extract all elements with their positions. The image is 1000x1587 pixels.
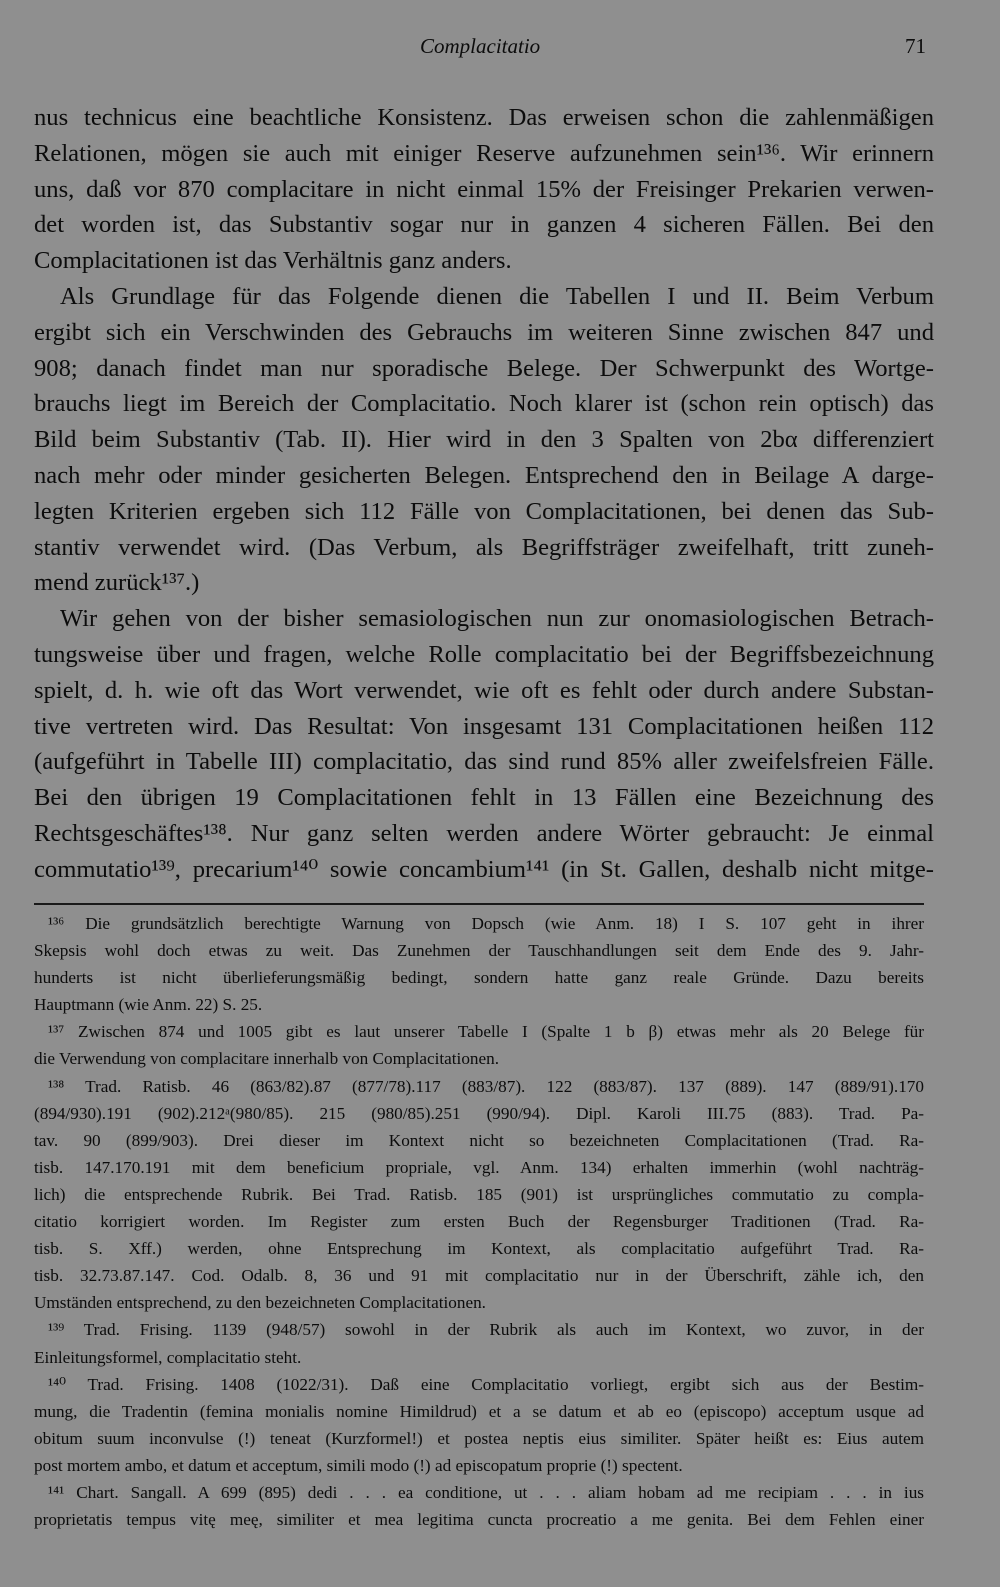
- body-line: mend zurück¹³⁷.): [34, 569, 200, 597]
- footnote-line: lich) die entsprechende Rubrik. Bei Trad. Ratisb. 185 (901) ist ursprüngliches commutatio zu compla-: [34, 1184, 924, 1204]
- body-line: stantiv verwendet wird. (Das Verbum, als Begriffsträger zweifelhaft, tritt zuneh-: [34, 533, 934, 561]
- footnote-line: tisb. 32.73.87.147. Cod. Odalb. 8, 36 und 91 mit complacitatio nur in der Überschrift, zähle ich, den: [34, 1266, 924, 1286]
- body-line: Rechtsgeschäftes¹³⁸. Nur ganz selten werden andere Wörter gebraucht: Je einmal: [34, 819, 934, 847]
- footnote-line: ¹³⁹ Trad. Frising. 1139 (948/57) sowohl in der Rubrik als auch im Kontext, wo zuvor, in der: [48, 1320, 924, 1340]
- body-line: legten Kriterien ergeben sich 112 Fälle von Complacitationen, bei denen das Sub-: [34, 497, 934, 525]
- body-line: Wir gehen von der bisher semasiologischen nun zur onomasiologischen Betrach-: [60, 605, 934, 633]
- body-line: commutatio¹³⁹, precarium¹⁴⁰ sowie concambium¹⁴¹ (in St. Gallen, deshalb nicht mitge-: [34, 855, 934, 883]
- footnote-line: citatio korrigiert worden. Im Register zum ersten Buch der Regensburger Traditionen (Trad. Ra-: [34, 1212, 924, 1232]
- body-line: ergibt sich ein Verschwinden des Gebrauchs im weiteren Sinne zwischen 847 und: [34, 318, 934, 346]
- footnote-line: Hauptmann (wie Anm. 22) S. 25.: [34, 995, 263, 1015]
- footnote-line: tisb. S. Xff.) werden, ohne Entsprechung im Kontext, als complacitatio aufgeführt Trad. Ra-: [34, 1239, 924, 1259]
- body-line: uns, daß vor 870 complacitare in nicht einmal 15% der Freisinger Prekarien verwen-: [34, 175, 934, 203]
- body-line: (aufgeführt in Tabelle III) complacitatio, das sind rund 85% aller zweifelsfreien Fälle.: [34, 748, 934, 776]
- footnote-line: ¹³⁸ Trad. Ratisb. 46 (863/82).87 (877/78).117 (883/87). 122 (883/87). 137 (889). 147 (889/91).170: [48, 1076, 924, 1096]
- footnote-line: (894/930).191 (902).212ᵃ(980/85). 215 (980/85).251 (990/94). Dipl. Karoli III.75 (883). Trad. Pa-: [34, 1103, 924, 1123]
- footnote-line: mung, die Tradentin (femina monialis nomine Himildrud) et a se datum et ab eo (episcopo) acceptum usque ad: [34, 1401, 924, 1421]
- footnote-line: proprietatis tempus vitę meę, similiter et mea legitima cuncta procreatio a me genita. Bei dem Fehlen einer: [34, 1510, 924, 1530]
- body-line: Relationen, mögen sie auch mit einiger Reserve aufzunehmen sein¹³⁶. Wir erinnern: [34, 139, 934, 167]
- footnote-line: Einleitungsformel, complacitatio steht.: [34, 1347, 302, 1367]
- body-line: spielt, d. h. wie oft das Wort verwendet, wie oft es fehlt oder durch andere Substan-: [34, 676, 934, 704]
- body-line: Als Grundlage für das Folgende dienen die Tabellen I und II. Beim Verbum: [60, 282, 934, 310]
- footnote-line: obitum suum inconvulse (!) teneat (Kurzformel!) et postea neptis eius similiter. Später heißt es: Eius autem: [34, 1428, 924, 1448]
- footnote-line: ¹⁴¹ Chart. Sangall. A 699 (895) dedi . . . ea conditione, ut . . . aliam hobam ad me recipiam . . . in ius: [48, 1482, 924, 1502]
- body-line: nus technicus eine beachtliche Konsistenz. Das erweisen schon die zahlenmäßigen: [34, 104, 934, 131]
- running-header: [0, 34, 1000, 66]
- footnote-line: ¹⁴⁰ Trad. Frising. 1408 (1022/31). Daß eine Complacitatio vorliegt, ergibt sich aus der Bestim-: [48, 1374, 924, 1394]
- body-text: [34, 100, 934, 888]
- footnote-line: tisb. 147.170.191 mit dem beneficium propriale, vgl. Anm. 134) erhalten immerhin (wohl nachträg-: [34, 1157, 924, 1177]
- footnote-line: ¹³⁶ Die grundsätzlich berechtigte Warnung von Dopsch (wie Anm. 18) I S. 107 geht in ihrer: [48, 914, 924, 933]
- footnotes: [34, 910, 924, 1533]
- footnote-line: Umständen entsprechend, zu den bezeichneten Complacitationen.: [34, 1293, 486, 1313]
- footnote-line: ¹³⁷ Zwischen 874 und 1005 gibt es laut unserer Tabelle I (Spalte 1 b β) etwas mehr als 20 Belege für: [48, 1022, 924, 1042]
- body-line: tive vertreten wird. Das Resultat: Von insgesamt 131 Complacitationen heißen 112: [34, 712, 934, 740]
- running-title: Complacitatio: [420, 34, 541, 58]
- footnote-line: hunderts ist nicht überlieferungsmäßig bedingt, sondern hatte ganz reale Gründe. Dazu bereits: [34, 968, 924, 988]
- body-line: tungsweise über und fragen, welche Rolle complacitatio bei der Begriffsbezeichnung: [34, 640, 934, 668]
- footnote-line: post mortem ambo, et datum et acceptum, simili modo (!) ad episcopatum proprie (!) spectent.: [34, 1455, 683, 1475]
- page-number: 71: [905, 34, 926, 58]
- footnote-line: die Verwendung von complacitare innerhalb von Complacitationen.: [34, 1049, 500, 1069]
- body-line: det worden ist, das Substantiv sogar nur in ganzen 4 sicheren Fällen. Bei den: [34, 211, 934, 239]
- body-line: Bild beim Substantiv (Tab. II). Hier wird in den 3 Spalten von 2bα differenziert: [34, 426, 934, 454]
- footnote-line: tav. 90 (899/903). Drei dieser im Kontext nicht so bezeichneten Complacitationen (Trad. Ra-: [34, 1130, 924, 1150]
- body-line: nach mehr oder minder gesicherten Belegen. Entsprechend den in Beilage A darge-: [34, 461, 934, 489]
- footnote-rule: [34, 903, 924, 905]
- body-line: Bei den übrigen 19 Complacitationen fehlt in 13 Fällen eine Bezeichnung des: [34, 784, 934, 812]
- body-line: Complacitationen ist das Verhältnis ganz anders.: [34, 247, 512, 275]
- body-line: brauchs liegt im Bereich der Complacitatio. Noch klarer ist (schon rein optisch) das: [34, 390, 934, 418]
- footnote-line: Skepsis wohl doch etwas zu weit. Das Zunehmen der Tauschhandlungen seit dem Ende des 9. Jahr-: [34, 941, 924, 961]
- body-line: 908; danach findet man nur sporadische Belege. Der Schwerpunkt des Wortge-: [34, 354, 934, 382]
